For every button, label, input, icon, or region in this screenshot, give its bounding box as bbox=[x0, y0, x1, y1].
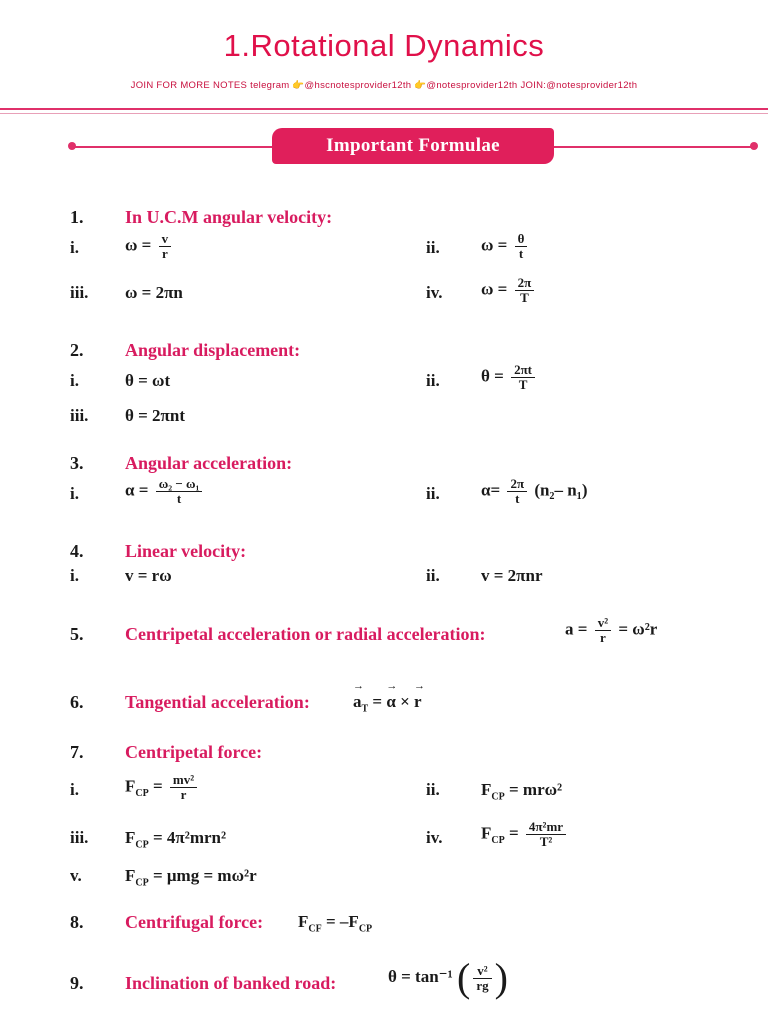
section-number: 5. bbox=[70, 624, 84, 644]
formula: v = 2πnr bbox=[481, 566, 543, 585]
important-formulae-banner: Important Formulae bbox=[272, 128, 554, 164]
formula: α = $\frac{\text{ω₂ − ω₁}}{t}$ bbox=[125, 477, 205, 506]
item-label: iv. bbox=[426, 828, 443, 847]
formula: ω = $\frac{\theta}{t}$ bbox=[481, 232, 530, 261]
item-label: i. bbox=[70, 238, 79, 257]
formula: → $a_T$ = → α × → r bbox=[353, 692, 422, 714]
section-number: 1. bbox=[70, 207, 84, 227]
section-heading: Tangential acceleration: bbox=[125, 692, 310, 712]
formula: $F_{CP}$ = $\frac{\text{mv²}}{r}$ bbox=[125, 773, 200, 802]
telegram-promo: JOIN FOR MORE NOTES telegram 👉@hscnotesprovider12th 👉@notesprovider12th JOIN:@notesprovider12th bbox=[130, 80, 638, 91]
formula: $F_{CP} = \mu mg = m\omega^2r$ bbox=[125, 866, 257, 889]
section-number: 2. bbox=[70, 340, 84, 360]
formula: θ = ωt bbox=[125, 371, 171, 390]
formula: $F_{CP}$ = $\frac{\text{4π²mr}}{\text{T²}}$ bbox=[481, 820, 569, 849]
section-heading: In U.C.M angular velocity: bbox=[125, 207, 333, 227]
formula: a = $\frac{\text{v²}}{r}$ = ω²r bbox=[565, 615, 658, 645]
section-heading: Inclination of banked road: bbox=[125, 973, 337, 993]
page-title: 1.Rotational Dynamics bbox=[223, 28, 545, 63]
item-label: i. bbox=[70, 780, 79, 799]
section-number: 6. bbox=[70, 692, 84, 712]
item-label: i. bbox=[70, 371, 79, 390]
banner-dot-right bbox=[750, 142, 758, 150]
formula: ω = 2πn bbox=[125, 283, 183, 302]
item-label: v. bbox=[70, 866, 82, 885]
item-label: ii. bbox=[426, 238, 440, 257]
section-heading: Centripetal acceleration or radial acceleration: bbox=[125, 624, 486, 644]
formula: ω = $\frac{v}{r}$ bbox=[125, 232, 174, 261]
section-number: 8. bbox=[70, 912, 84, 932]
formula: ω = $\frac{2\pi}{T}$ bbox=[481, 276, 537, 305]
section-heading: Centripetal force: bbox=[125, 742, 263, 762]
banner-dot-left bbox=[68, 142, 76, 150]
section-heading: Linear velocity: bbox=[125, 541, 247, 561]
banner-line-right bbox=[554, 146, 754, 148]
formula: θ = tan⁻¹ ( $\frac{\text{v²}}{rg}$ ) bbox=[388, 955, 508, 1000]
formula: θ = $\frac{2\pi t}{T}$ bbox=[481, 363, 538, 392]
section-number: 3. bbox=[70, 453, 84, 473]
formula: α= $\frac{2\pi}{t}$ (n₂– n₁) bbox=[481, 476, 588, 506]
item-label: iii. bbox=[70, 283, 89, 302]
item-label: iii. bbox=[70, 406, 89, 425]
item-label: ii. bbox=[426, 780, 440, 799]
item-label: i. bbox=[70, 484, 79, 503]
item-label: iv. bbox=[426, 283, 443, 302]
formula: θ = 2πnt bbox=[125, 406, 185, 425]
formula: $F_{CP} = 4\pi^2mrn^2$ bbox=[125, 828, 227, 851]
item-label: iii. bbox=[70, 828, 89, 847]
formula: $F_{CP} = mr\omega^2$ bbox=[481, 780, 563, 803]
header-divider bbox=[0, 108, 768, 110]
section-number: 4. bbox=[70, 541, 84, 561]
formula: $F_{CF} = -F_{CP}$ bbox=[298, 912, 373, 935]
header-divider-thin bbox=[0, 113, 768, 114]
item-label: ii. bbox=[426, 371, 440, 390]
section-number: 7. bbox=[70, 742, 84, 762]
item-label: ii. bbox=[426, 484, 440, 503]
section-heading: Centrifugal force: bbox=[125, 912, 264, 932]
item-label: ii. bbox=[426, 566, 440, 585]
banner-line-left bbox=[72, 146, 272, 148]
formula: v = rω bbox=[125, 566, 172, 585]
section-heading: Angular acceleration: bbox=[125, 453, 293, 473]
item-label: i. bbox=[70, 566, 79, 585]
section-number: 9. bbox=[70, 973, 84, 993]
section-heading: Angular displacement: bbox=[125, 340, 301, 360]
